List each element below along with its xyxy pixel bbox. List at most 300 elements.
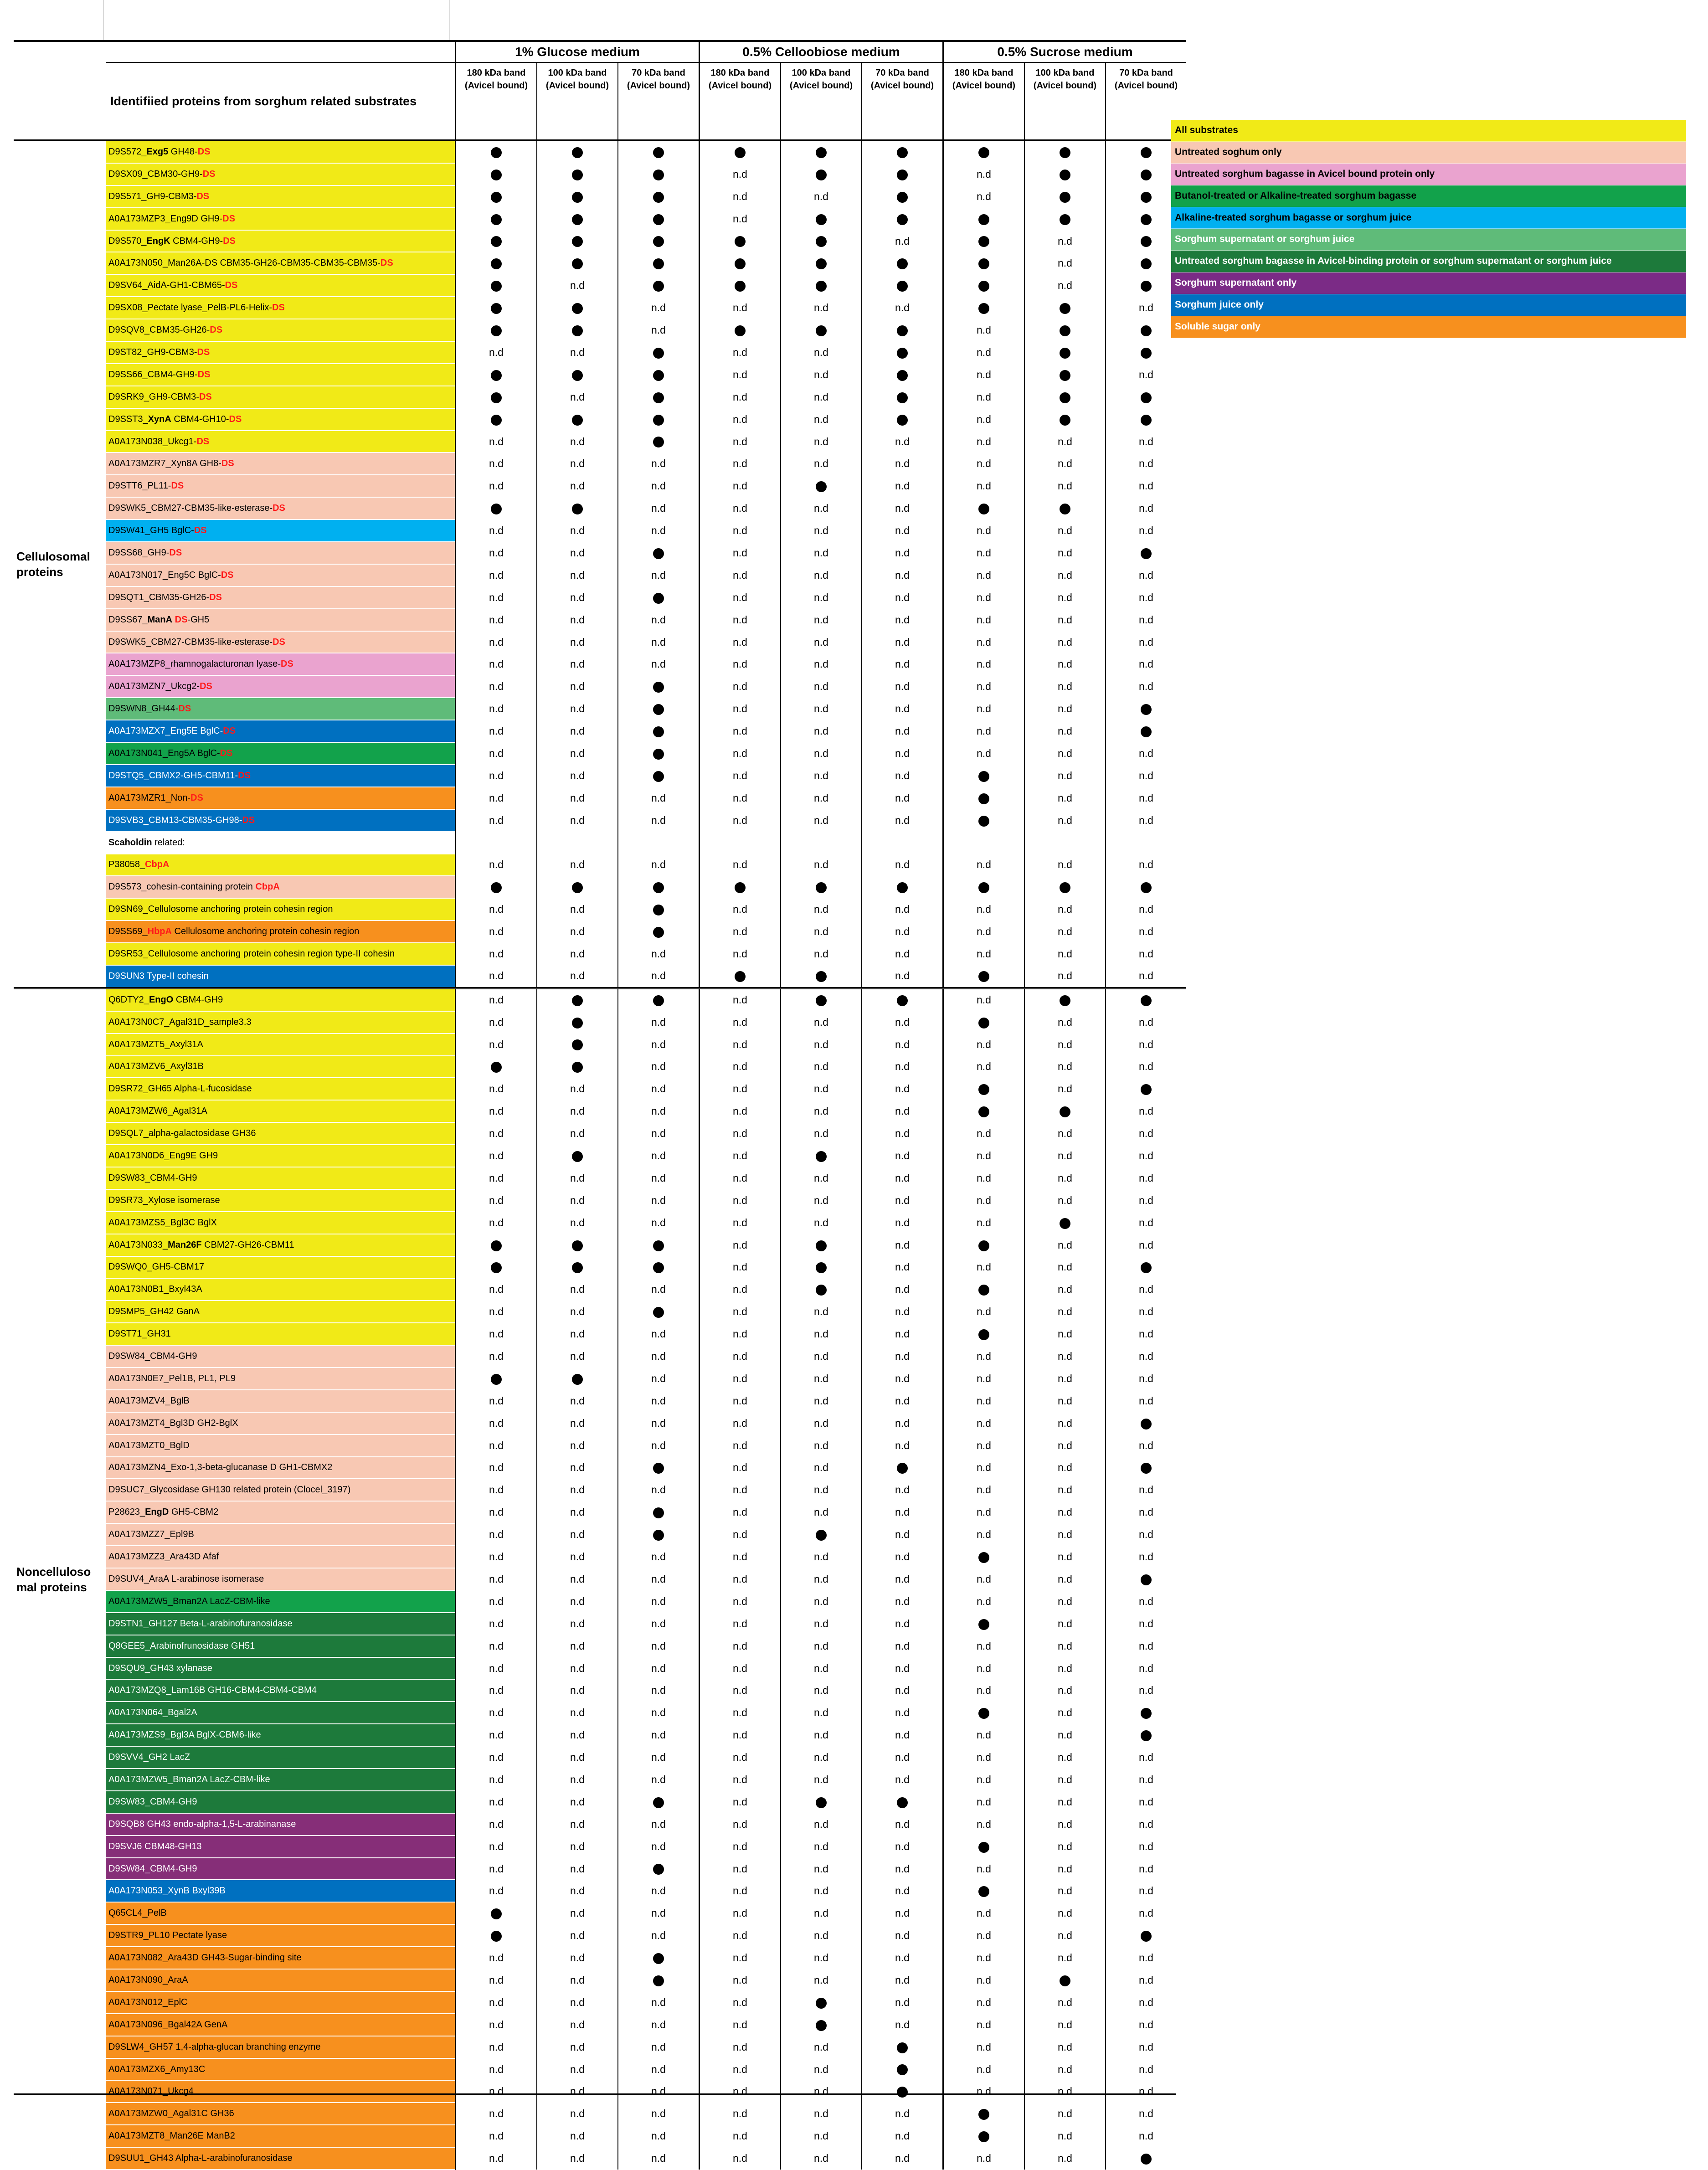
protein-tag: DS <box>197 146 211 157</box>
dot-icon <box>1141 726 1152 737</box>
not-detected: n.d <box>862 1724 943 1746</box>
not-detected: n.d <box>862 1412 943 1435</box>
not-detected: n.d <box>700 1390 781 1412</box>
protein-name-part: D9SST3_ <box>108 414 148 424</box>
protein-name-part: D9SUV4_AraA L-arabinose isomerase <box>108 1574 264 1584</box>
legend-item: Butanol-treated or Alkaline-treated sorghum bagasse <box>1171 185 1686 207</box>
not-detected: n.d <box>700 1769 781 1791</box>
detected-dot <box>781 1523 862 1546</box>
dot-icon <box>653 548 664 559</box>
not-detected: n.d <box>456 1412 537 1435</box>
protein-tag: DS <box>229 414 242 424</box>
dot-icon <box>653 905 664 915</box>
detected-dot <box>618 185 700 208</box>
detected-dot <box>781 140 862 163</box>
not-detected: n.d <box>862 1546 943 1568</box>
not-detected: n.d <box>943 988 1025 1011</box>
not-detected: n.d <box>862 497 943 519</box>
protein-name <box>106 453 456 475</box>
dot-icon <box>816 236 827 247</box>
not-detected: n.d <box>862 720 943 742</box>
not-detected: n.d <box>456 519 537 542</box>
not-detected: n.d <box>862 854 943 876</box>
not-detected: n.d <box>1024 765 1106 787</box>
not-detected: n.d <box>781 1167 862 1189</box>
not-detected: n.d <box>781 364 862 386</box>
dot-icon <box>1141 325 1152 336</box>
not-detected: n.d <box>862 1100 943 1122</box>
table-row <box>14 720 1186 742</box>
not-detected: n.d <box>862 1836 943 1858</box>
dot-icon <box>653 170 664 180</box>
protein-name-part: ManA <box>147 614 173 625</box>
not-detected: n.d <box>456 1345 537 1368</box>
not-detected: n.d <box>943 1791 1025 1813</box>
dot-icon <box>816 995 827 1006</box>
not-detected: n.d <box>1106 1234 1186 1256</box>
protein-name-part: D9SV64_AidA-GH1-CBM65- <box>108 280 225 291</box>
not-detected: n.d <box>1024 1813 1106 1836</box>
protein-name <box>106 1991 456 2014</box>
not-detected: n.d <box>781 943 862 965</box>
not-detected: n.d <box>1106 1635 1186 1657</box>
not-detected: n.d <box>1024 1836 1106 1858</box>
protein-name-part: A0A173MZW5_Bman2A LacZ-CBM-like <box>108 1596 270 1606</box>
table-row <box>14 2058 1186 2081</box>
not-detected: n.d <box>1106 653 1186 675</box>
not-detected: n.d <box>456 742 537 765</box>
not-detected: n.d <box>781 2036 862 2058</box>
not-detected: n.d <box>781 1457 862 1479</box>
not-detected: n.d <box>537 1435 618 1457</box>
detected-dot <box>1024 341 1106 364</box>
protein-name-part: A0A173MZW6_Agal31A <box>108 1106 207 1116</box>
not-detected: n.d <box>943 1479 1025 1501</box>
table-row <box>14 809 1186 832</box>
not-detected: n.d <box>537 1836 618 1858</box>
not-detected: n.d <box>456 1679 537 1702</box>
band-header: 70 kDa band (Avicel bound) <box>618 62 700 140</box>
not-detected: n.d <box>1024 698 1106 720</box>
not-detected: n.d <box>1024 1056 1106 1078</box>
dot-icon <box>653 1530 664 1541</box>
protein-tag: DS <box>220 748 233 758</box>
table-row <box>14 1679 1186 1702</box>
protein-tag: DS <box>272 303 285 313</box>
not-detected: n.d <box>862 609 943 631</box>
protein-name <box>106 1034 456 1056</box>
not-detected: n.d <box>618 2080 700 2103</box>
dot-icon <box>735 325 746 336</box>
table-row <box>14 408 1186 431</box>
not-detected: n.d <box>456 1724 537 1746</box>
empty-cell <box>943 832 1025 854</box>
dot-icon <box>816 1151 827 1162</box>
detected-dot <box>618 542 700 564</box>
not-detected: n.d <box>618 1011 700 1034</box>
not-detected: n.d <box>618 1924 700 1947</box>
protein-name-part: D9SS67_ <box>108 614 148 625</box>
not-detected: n.d <box>700 163 781 185</box>
not-detected: n.d <box>1024 1746 1106 1769</box>
not-detected: n.d <box>700 1100 781 1122</box>
protein-name-part: D9STN1_GH127 Beta-L-arabinofuranosidase <box>108 1618 293 1629</box>
not-detected: n.d <box>1024 1145 1106 1167</box>
not-detected: n.d <box>1106 1034 1186 1056</box>
dot-icon <box>1060 392 1070 403</box>
not-detected: n.d <box>1106 1813 1186 1836</box>
not-detected: n.d <box>862 1702 943 1724</box>
not-detected: n.d <box>1106 854 1186 876</box>
not-detected: n.d <box>862 1679 943 1702</box>
table-row <box>14 297 1186 319</box>
not-detected: n.d <box>862 1902 943 1924</box>
detected-dot <box>537 230 618 252</box>
not-detected: n.d <box>700 497 781 519</box>
protein-tag: DS <box>194 525 207 536</box>
not-detected: n.d <box>537 1501 618 1523</box>
detected-dot <box>781 1145 862 1167</box>
protein-name <box>106 252 456 274</box>
detected-dot <box>862 2058 943 2081</box>
not-detected: n.d <box>862 475 943 497</box>
table-row <box>14 1078 1186 1100</box>
not-detected: n.d <box>618 1991 700 2014</box>
detected-dot <box>943 1702 1025 1724</box>
not-detected: n.d <box>618 1435 700 1457</box>
detected-dot <box>537 1234 618 1256</box>
table-row <box>14 765 1186 787</box>
not-detected: n.d <box>1024 1368 1106 1390</box>
not-detected: n.d <box>700 1078 781 1100</box>
not-detected: n.d <box>537 431 618 453</box>
detected-dot <box>862 876 943 898</box>
table-row <box>14 876 1186 898</box>
protein-name-part: A0A173MZV6_Axyl31B <box>108 1061 204 1072</box>
not-detected: n.d <box>700 2014 781 2036</box>
protein-name <box>106 2080 456 2103</box>
detected-dot <box>618 1301 700 1323</box>
dot-icon <box>1060 995 1070 1006</box>
detected-dot <box>456 1924 537 1947</box>
protein-name <box>106 898 456 920</box>
not-detected: n.d <box>700 1212 781 1234</box>
dot-icon <box>816 1285 827 1296</box>
table-row <box>14 274 1186 297</box>
protein-name <box>106 1836 456 1858</box>
not-detected: n.d <box>700 1902 781 1924</box>
not-detected: n.d <box>781 1769 862 1791</box>
table-row <box>14 475 1186 497</box>
not-detected: n.d <box>781 609 862 631</box>
not-detected: n.d <box>862 675 943 698</box>
not-detected: n.d <box>1024 1345 1106 1368</box>
not-detected: n.d <box>537 1390 618 1412</box>
not-detected: n.d <box>1106 497 1186 519</box>
dot-icon <box>978 1552 989 1563</box>
not-detected: n.d <box>862 787 943 809</box>
protein-name-part: D9SW84_CBM4-GH9 <box>108 1863 197 1874</box>
not-detected: n.d <box>618 1746 700 1769</box>
not-detected: n.d <box>781 519 862 542</box>
not-detected: n.d <box>1106 742 1186 765</box>
dot-icon <box>1060 170 1070 180</box>
empty-header-row <box>14 0 1176 41</box>
not-detected: n.d <box>1024 1457 1106 1479</box>
protein-tag: DS <box>223 236 236 246</box>
not-detected: n.d <box>618 1568 700 1590</box>
not-detected: n.d <box>700 2103 781 2125</box>
not-detected: n.d <box>537 1278 618 1301</box>
not-detected: n.d <box>862 898 943 920</box>
protein-name <box>106 1189 456 1212</box>
protein-name <box>106 1078 456 1100</box>
protein-tag: DS <box>281 659 293 669</box>
not-detected: n.d <box>943 1590 1025 1613</box>
table-row <box>14 1457 1186 1479</box>
table-row <box>14 1368 1186 1390</box>
not-detected: n.d <box>700 341 781 364</box>
not-detected: n.d <box>1106 1501 1186 1523</box>
not-detected: n.d <box>456 1122 537 1145</box>
not-detected: n.d <box>781 453 862 475</box>
protein-name <box>106 1613 456 1635</box>
not-detected: n.d <box>781 1546 862 1568</box>
protein-tag: DS <box>197 369 211 380</box>
dot-icon <box>491 504 502 514</box>
not-detected: n.d <box>781 1368 862 1390</box>
detected-dot <box>862 341 943 364</box>
protein-name <box>106 1679 456 1702</box>
not-detected: n.d <box>537 564 618 586</box>
not-detected: n.d <box>700 1034 781 1056</box>
not-detected: n.d <box>700 208 781 230</box>
detected-dot <box>537 140 618 163</box>
not-detected: n.d <box>862 1969 943 1991</box>
protein-name-part: CBM4-GH9- <box>170 236 223 246</box>
not-detected: n.d <box>1106 475 1186 497</box>
not-detected: n.d <box>1024 1034 1106 1056</box>
detected-dot <box>537 1056 618 1078</box>
detected-dot <box>862 364 943 386</box>
not-detected: n.d <box>537 2058 618 2081</box>
table-row <box>14 1278 1186 1301</box>
table-row <box>14 1613 1186 1635</box>
not-detected: n.d <box>456 809 537 832</box>
detected-dot <box>943 1546 1025 1568</box>
not-detected: n.d <box>862 809 943 832</box>
table-row <box>14 1791 1186 1813</box>
protein-name <box>106 2125 456 2147</box>
dot-icon <box>1141 192 1152 203</box>
not-detected: n.d <box>862 1523 943 1546</box>
not-detected: n.d <box>456 453 537 475</box>
not-detected: n.d <box>781 297 862 319</box>
protein-tag: DS <box>197 347 210 357</box>
not-detected: n.d <box>1106 2058 1186 2081</box>
protein-name-part: D9ST82_GH9-CBM3- <box>108 347 197 357</box>
not-detected: n.d <box>1024 564 1106 586</box>
not-detected: n.d <box>781 1034 862 1056</box>
not-detected: n.d <box>1106 519 1186 542</box>
dot-icon <box>978 1329 989 1340</box>
not-detected: n.d <box>537 1813 618 1836</box>
not-detected: n.d <box>700 1501 781 1523</box>
not-detected: n.d <box>943 1256 1025 1279</box>
not-detected: n.d <box>618 1679 700 1702</box>
dot-icon <box>978 504 989 514</box>
not-detected: n.d <box>862 519 943 542</box>
dot-icon <box>491 392 502 403</box>
dot-icon <box>653 147 664 158</box>
not-detected: n.d <box>1024 1435 1106 1457</box>
dot-icon <box>897 370 908 381</box>
dot-icon <box>1060 348 1070 359</box>
not-detected: n.d <box>1106 1858 1186 1880</box>
not-detected: n.d <box>943 408 1025 431</box>
not-detected: n.d <box>1106 965 1186 988</box>
protein-name <box>106 1345 456 1368</box>
table-row <box>14 1122 1186 1145</box>
protein-name <box>106 965 456 988</box>
protein-name-part: A0A173N0B1_Bxyl43A <box>108 1284 202 1295</box>
dot-icon <box>653 1507 664 1518</box>
not-detected: n.d <box>1024 586 1106 609</box>
band-header: 180 kDa band (Avicel bound) <box>943 62 1025 140</box>
not-detected: n.d <box>537 1702 618 1724</box>
not-detected: n.d <box>456 2014 537 2036</box>
protein-name <box>106 519 456 542</box>
not-detected: n.d <box>1024 1122 1106 1145</box>
protein-name-part: D9S572_ <box>108 146 147 157</box>
protein-tag: DS <box>200 681 212 692</box>
legend-item: Sorghum supernatant or sorghum juice <box>1171 229 1686 251</box>
not-detected: n.d <box>456 1189 537 1212</box>
not-detected: n.d <box>537 1345 618 1368</box>
detected-dot <box>456 1234 537 1256</box>
protein-tag: DS <box>210 325 223 335</box>
not-detected: n.d <box>943 1435 1025 1457</box>
not-detected: n.d <box>537 1924 618 1947</box>
not-detected: n.d <box>781 2058 862 2081</box>
detected-dot <box>618 920 700 943</box>
protein-name-part: D9SWK5_CBM27-CBM35-like-esterase- <box>108 503 273 514</box>
table-row <box>14 1479 1186 1501</box>
not-detected: n.d <box>537 2014 618 2036</box>
not-detected: n.d <box>1024 2080 1106 2103</box>
not-detected: n.d <box>862 230 943 252</box>
not-detected: n.d <box>618 1323 700 1345</box>
not-detected: n.d <box>1106 1435 1186 1457</box>
not-detected: n.d <box>781 1969 862 1991</box>
protein-name-part: D9SVV4_GH2 LacZ <box>108 1752 190 1763</box>
not-detected: n.d <box>618 1056 700 1078</box>
not-detected: n.d <box>862 1813 943 1836</box>
protein-name <box>106 2058 456 2081</box>
detected-dot <box>618 1523 700 1546</box>
protein-name <box>106 765 456 787</box>
not-detected: n.d <box>862 765 943 787</box>
protein-name-part: A0A173MZT5_Axyl31A <box>108 1039 203 1049</box>
dot-icon <box>653 726 664 737</box>
not-detected: n.d <box>537 542 618 564</box>
table-row <box>14 1657 1186 1680</box>
protein-name <box>106 742 456 765</box>
protein-name <box>106 631 456 653</box>
dot-icon <box>653 1307 664 1318</box>
not-detected: n.d <box>1024 1924 1106 1947</box>
not-detected: n.d <box>1106 809 1186 832</box>
table-row <box>14 364 1186 386</box>
dot-icon <box>816 2020 827 2031</box>
detected-dot <box>618 208 700 230</box>
protein-name <box>106 1234 456 1256</box>
detected-dot <box>943 1011 1025 1034</box>
not-detected: n.d <box>618 965 700 988</box>
not-detected: n.d <box>700 1523 781 1546</box>
table-row <box>14 1880 1186 1902</box>
table-row <box>14 1234 1186 1256</box>
table-row <box>14 898 1186 920</box>
not-detected: n.d <box>1106 1613 1186 1635</box>
not-detected: n.d <box>537 1189 618 1212</box>
table-row <box>14 1056 1186 1078</box>
table-row <box>14 586 1186 609</box>
detected-dot <box>781 876 862 898</box>
dot-icon <box>978 2131 989 2142</box>
not-detected: n.d <box>1024 1501 1106 1523</box>
detected-dot <box>781 1256 862 1279</box>
not-detected: n.d <box>537 1858 618 1880</box>
legend-item: Alkaline-treated sorghum bagasse or sorghum juice <box>1171 207 1686 229</box>
dot-icon <box>897 2087 908 2098</box>
not-detected: n.d <box>781 720 862 742</box>
detected-dot <box>1106 988 1186 1011</box>
header-spacer <box>106 41 456 62</box>
not-detected: n.d <box>700 297 781 319</box>
not-detected: n.d <box>1024 2058 1106 2081</box>
not-detected: n.d <box>1024 1011 1106 1034</box>
table-row <box>14 564 1186 586</box>
not-detected: n.d <box>700 1546 781 1568</box>
detected-dot <box>456 1256 537 1279</box>
not-detected: n.d <box>537 1613 618 1635</box>
protein-name <box>106 1947 456 1969</box>
detected-dot <box>1024 386 1106 408</box>
not-detected: n.d <box>943 920 1025 943</box>
dot-icon <box>572 1062 583 1073</box>
table-row <box>14 1902 1186 1924</box>
protein-tag: DS <box>190 792 203 803</box>
not-detected: n.d <box>700 2036 781 2058</box>
not-detected: n.d <box>700 631 781 653</box>
not-detected: n.d <box>781 497 862 519</box>
table-row <box>14 1813 1186 1836</box>
detected-dot <box>943 140 1025 163</box>
not-detected: n.d <box>700 431 781 453</box>
dot-icon <box>1141 170 1152 180</box>
protein-name-part: A0A173N082_Ara43D GH43-Sugar-binding site <box>108 1953 302 1963</box>
not-detected: n.d <box>1106 1969 1186 1991</box>
protein-name-part: D9SMP5_GH42 GanA <box>108 1306 200 1317</box>
protein-name-part: D9S571_GH9-CBM3- <box>108 191 197 201</box>
dot-icon <box>653 749 664 760</box>
not-detected: n.d <box>1024 230 1106 252</box>
detected-dot <box>618 675 700 698</box>
not-detected: n.d <box>1024 1635 1106 1657</box>
dot-icon <box>897 258 908 269</box>
not-detected: n.d <box>456 586 537 609</box>
